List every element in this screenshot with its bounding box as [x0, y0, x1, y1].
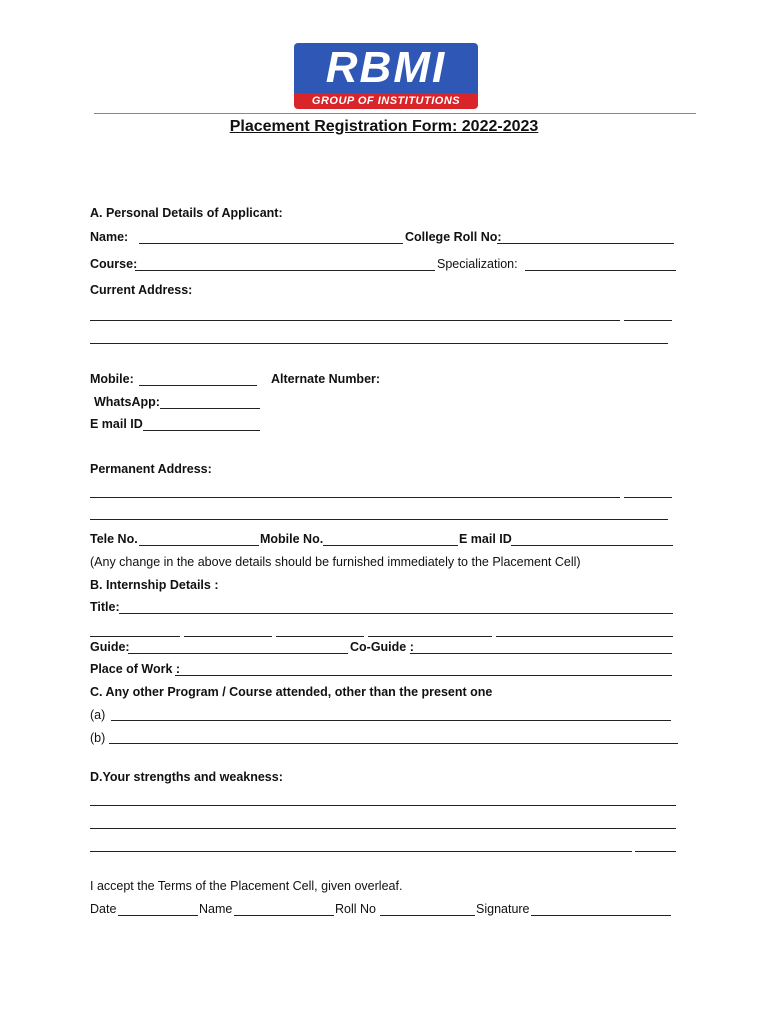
internship-title-label: Title:	[90, 600, 120, 614]
name-field[interactable]	[139, 243, 403, 244]
logo-bottom-band	[294, 93, 478, 109]
signature-label: Signature	[476, 902, 530, 916]
signature-field[interactable]	[531, 915, 671, 916]
internship-line-seg-1[interactable]	[90, 636, 180, 637]
declaration-text: I accept the Terms of the Placement Cell, given overleaf.	[90, 879, 403, 893]
strengths-line-3[interactable]	[90, 851, 632, 852]
change-note: (Any change in the above details should be furnished immediately to the Placement Cell)	[90, 555, 581, 569]
tele-label: Tele No.	[90, 532, 138, 546]
current-address-line-2[interactable]	[90, 343, 668, 344]
declaration-name-field[interactable]	[234, 915, 334, 916]
course-field[interactable]	[135, 270, 435, 271]
permanent-address-line-1[interactable]	[90, 497, 620, 498]
logo-word: RBMI	[325, 43, 447, 92]
perm-mobile-field[interactable]	[323, 545, 458, 546]
mobile-label: Mobile:	[90, 372, 134, 386]
permanent-address-line-2[interactable]	[90, 519, 668, 520]
perm-email-label: E mail ID	[459, 532, 512, 546]
guide-label: Guide:	[90, 640, 130, 654]
place-of-work-field[interactable]	[175, 675, 672, 676]
section-b-heading: B. Internship Details :	[90, 578, 219, 592]
name-label: Name:	[90, 230, 129, 244]
specialization-label: Specialization:	[437, 257, 518, 271]
strengths-line-2[interactable]	[90, 828, 676, 829]
internship-title-field[interactable]	[119, 613, 673, 614]
program-item-a-label: (a)	[90, 708, 106, 722]
coguide-label: Co-Guide :	[350, 640, 414, 654]
form-title: Placement Registration Form: 2022-2023	[229, 118, 539, 135]
course-label: Course:	[90, 257, 138, 271]
permanent-address-label: Permanent Address:	[90, 462, 212, 476]
logo-subtitle: GROUP OF INSTITUTIONS	[311, 95, 461, 107]
current-address-line-1b[interactable]	[624, 320, 672, 321]
internship-line-seg-5[interactable]	[496, 636, 673, 637]
header-rule	[94, 113, 696, 114]
whatsapp-field[interactable]	[160, 408, 260, 409]
program-item-b-label: (b)	[90, 731, 106, 745]
email-label: E mail ID	[90, 417, 143, 431]
perm-email-field[interactable]	[511, 545, 673, 546]
section-a-heading: A. Personal Details of Applicant:	[90, 206, 283, 220]
alternate-number-label: Alternate Number:	[271, 372, 381, 386]
specialization-field[interactable]	[525, 270, 676, 271]
guide-field[interactable]	[128, 653, 348, 654]
perm-mobile-label: Mobile No.	[260, 532, 324, 546]
internship-line-seg-3[interactable]	[276, 636, 364, 637]
mobile-field[interactable]	[139, 385, 257, 386]
tele-field[interactable]	[139, 545, 259, 546]
declaration-roll-field[interactable]	[380, 915, 475, 916]
email-field[interactable]	[143, 430, 260, 431]
coguide-field[interactable]	[410, 653, 672, 654]
strengths-line-3b[interactable]	[635, 851, 676, 852]
rbmi-logo	[294, 43, 478, 109]
program-item-b-field[interactable]	[109, 743, 678, 744]
internship-line-seg-2[interactable]	[184, 636, 272, 637]
internship-line-seg-4[interactable]	[368, 636, 492, 637]
roll-label: College Roll No:	[405, 230, 502, 244]
place-of-work-label: Place of Work :	[90, 662, 181, 676]
date-label: Date	[90, 902, 117, 916]
declaration-name-label: Name	[199, 902, 233, 916]
program-item-a-field[interactable]	[111, 720, 671, 721]
whatsapp-label: WhatsApp:	[94, 395, 160, 409]
section-d-heading: D.Your strengths and weakness:	[90, 770, 283, 784]
current-address-line-1[interactable]	[90, 320, 620, 321]
logo-top-band	[294, 43, 478, 93]
date-field[interactable]	[118, 915, 198, 916]
current-address-label: Current Address:	[90, 283, 193, 297]
permanent-address-line-1b[interactable]	[624, 497, 672, 498]
declaration-roll-label: Roll No	[335, 902, 376, 916]
roll-field[interactable]	[497, 243, 674, 244]
section-c-heading: C. Any other Program / Course attended, other than the present one	[90, 685, 493, 699]
strengths-line-1[interactable]	[90, 805, 676, 806]
